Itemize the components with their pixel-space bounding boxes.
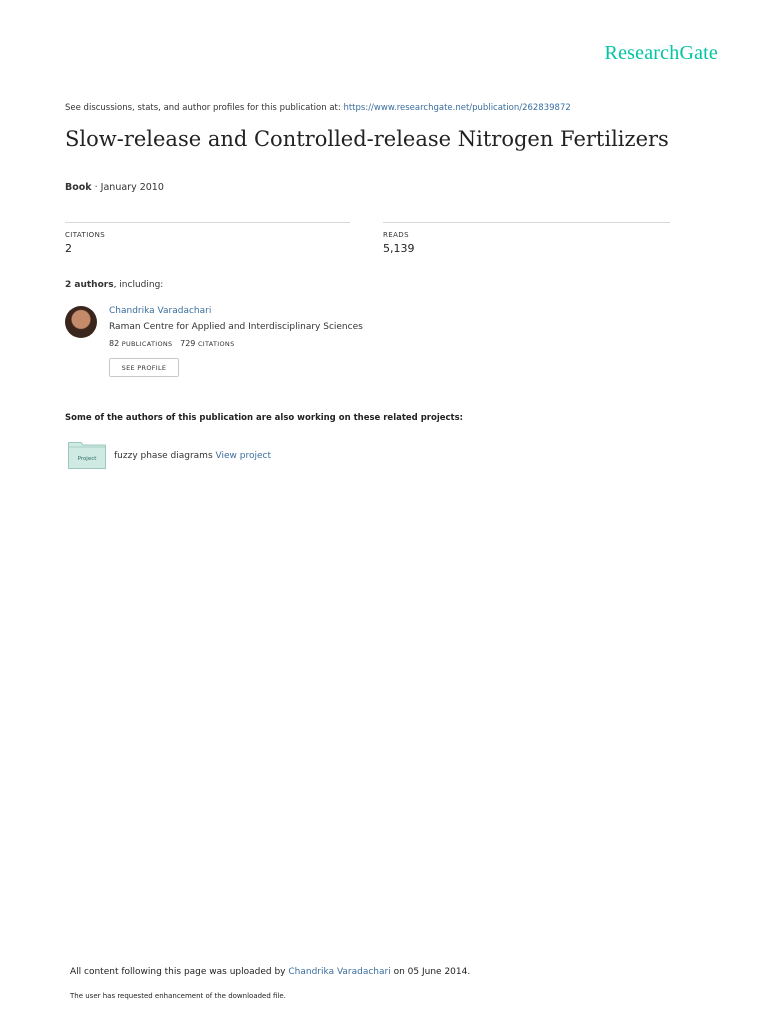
- see-profile-button[interactable]: SEE PROFILE: [109, 358, 179, 377]
- upload-date: on 05 June 2014.: [393, 967, 471, 977]
- reads-value: 5,139: [383, 242, 415, 255]
- author-avatar[interactable]: [65, 306, 97, 338]
- upload-footer: [70, 967, 470, 977]
- citations-label: CITATIONS: [65, 231, 106, 239]
- publication-meta: [65, 182, 164, 193]
- author-publications-count: 82: [109, 339, 120, 348]
- reads-divider: [383, 222, 670, 223]
- url-prefix-text: See discussions, stats, and author profiles for this publication at:: [65, 103, 341, 113]
- upload-prefix: All content following this page was uploaded by: [70, 967, 286, 977]
- publication-url-link[interactable]: https://www.researchgate.net/publication/262839872: [343, 103, 571, 113]
- citations-value: 2: [65, 242, 72, 255]
- publication-date: · January 2010: [91, 182, 164, 193]
- project-folder-icon[interactable]: [68, 442, 106, 469]
- author-citations-count: 729: [180, 339, 196, 348]
- author-name-link[interactable]: Chandrika Varadachari: [109, 306, 212, 316]
- author-institution: Raman Centre for Applied and Interdisciplinary Sciences: [109, 322, 363, 332]
- citations-divider: [65, 222, 350, 223]
- author-stats: [109, 339, 235, 348]
- researchgate-logo[interactable]: ResearchGate: [604, 42, 718, 64]
- project-item: [114, 451, 271, 461]
- authors-suffix: , including:: [113, 280, 164, 290]
- project-icon-label: Project: [77, 456, 97, 462]
- view-project-link[interactable]: View project: [215, 451, 271, 461]
- authors-count: 2 authors: [65, 280, 114, 290]
- author-citations-label: CITATIONS: [197, 340, 235, 348]
- download-note: The user has requested enhancement of the downloaded file.: [70, 992, 286, 1000]
- related-projects-heading: Some of the authors of this publication are also working on these related projects:: [65, 413, 464, 423]
- publication-title: Slow-release and Controlled-release Nitrogen Fertilizers: [65, 127, 669, 151]
- uploader-link[interactable]: Chandrika Varadachari: [288, 967, 391, 977]
- publication-type: Book: [65, 182, 92, 193]
- publication-url-line: [65, 103, 571, 113]
- reads-label: READS: [383, 231, 409, 239]
- authors-heading: [65, 280, 163, 290]
- project-name: fuzzy phase diagrams: [114, 451, 213, 461]
- author-publications-label: PUBLICATIONS: [121, 340, 173, 348]
